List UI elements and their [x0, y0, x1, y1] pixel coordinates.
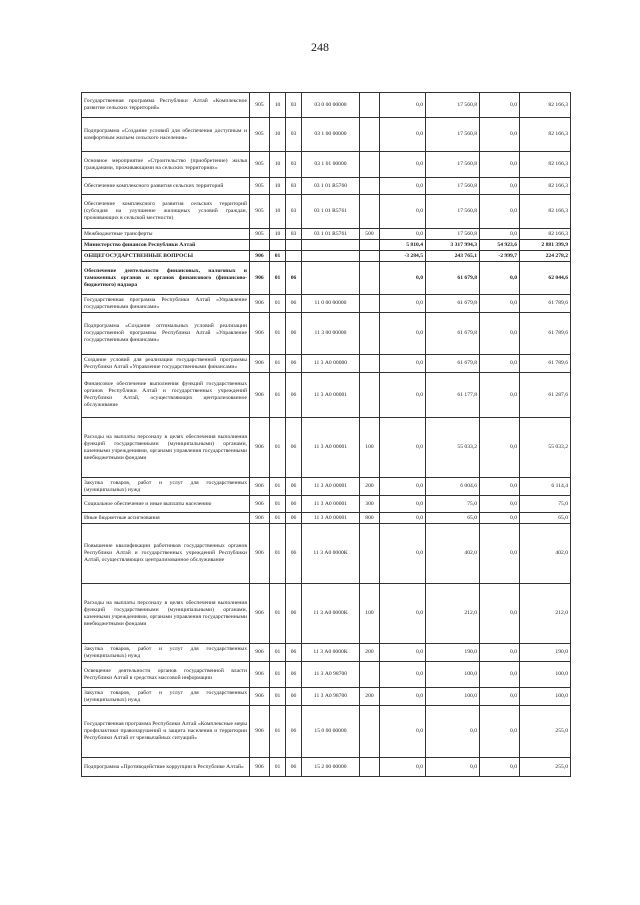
cell-amount-4: 6 114,4: [520, 478, 571, 496]
cell-amount-4: 190,0: [520, 644, 571, 662]
cell-amount-1: 0,0: [380, 706, 426, 758]
table-body: [82, 93, 571, 777]
cell-subsection: 03: [286, 118, 302, 152]
cell-section: 01: [270, 758, 286, 777]
cell-subsection: 06: [286, 706, 302, 758]
cell-expense-type: [360, 295, 380, 313]
cell-amount-3: 0,0: [480, 644, 520, 662]
cell-subsection: 06: [286, 644, 302, 662]
budget-table: [81, 92, 571, 777]
cell-section: 01: [270, 478, 286, 496]
cell-subsection: 03: [286, 229, 302, 240]
cell-target-article: 15 0 00 00000: [302, 706, 360, 758]
table-row: [82, 251, 571, 262]
cell-amount-3: 0,0: [480, 295, 520, 313]
cell-target-article: 03 0 00 00000: [302, 93, 360, 118]
cell-target-article: 11 0 00 00000: [302, 295, 360, 313]
cell-expense-type: 200: [360, 478, 380, 496]
cell-amount-3: 0,0: [480, 418, 520, 478]
cell-section: 10: [270, 195, 286, 229]
cell-amount-3: 0,0: [480, 93, 520, 118]
cell-expense-type: 200: [360, 644, 380, 662]
row-name: Освещение деятельности органов государственной власти Республики Алтай в средствах массовой информации: [82, 662, 250, 688]
cell-amount-3: 0,0: [480, 262, 520, 295]
cell-section: [270, 240, 286, 251]
row-name: Обеспечение комплексного развития сельских территорий: [82, 178, 250, 195]
cell-admin-code: 906: [250, 662, 270, 688]
cell-expense-type: [360, 262, 380, 295]
cell-amount-1: 0,0: [380, 262, 426, 295]
cell-target-article: 03 1 00 00000: [302, 118, 360, 152]
cell-section: 10: [270, 93, 286, 118]
cell-amount-1: -3 284,5: [380, 251, 426, 262]
row-name: Государственная программа Республики Алтай «Комплексные меры профилактики правонарушений и защита населения и территории Республики Алтай от чрезвычайных ситуаций»: [82, 706, 250, 758]
cell-target-article: 11 3 А0 98700: [302, 688, 360, 706]
row-name: Межбюджетные трансферты: [82, 229, 250, 240]
cell-target-article: [302, 240, 360, 251]
cell-amount-4: 2 881 399,9: [520, 240, 571, 251]
cell-section: 01: [270, 418, 286, 478]
cell-section: 01: [270, 644, 286, 662]
cell-subsection: 06: [286, 758, 302, 777]
cell-amount-2: 243 765,1: [426, 251, 480, 262]
cell-section: 10: [270, 178, 286, 195]
cell-expense-type: [360, 152, 380, 178]
row-name: Обеспечение комплексного развития сельских территорий (субсидия на улучшение жилищных условий граждан, проживающих в сельской местности): [82, 195, 250, 229]
cell-target-article: [302, 262, 360, 295]
table-row: [82, 313, 571, 355]
cell-subsection: 03: [286, 195, 302, 229]
cell-section: 01: [270, 313, 286, 355]
cell-subsection: 03: [286, 178, 302, 195]
cell-section: 10: [270, 229, 286, 240]
cell-section: 01: [270, 355, 286, 373]
cell-target-article: 11 3 А0 0000К: [302, 584, 360, 644]
cell-section: 01: [270, 295, 286, 313]
cell-subsection: 06: [286, 355, 302, 373]
row-name: Закупка товаров, работ и услуг для государственных (муниципальных) нужд: [82, 478, 250, 496]
row-name: Закупка товаров, работ и услуг для государственных (муниципальных) нужд: [82, 644, 250, 662]
cell-admin-code: 906: [250, 584, 270, 644]
cell-target-article: 11 3 А0 00000: [302, 355, 360, 373]
row-name: Создание условий для реализации государственной программы Республики Алтай «Управление государственными финансами»: [82, 355, 250, 373]
table-row: [82, 229, 571, 240]
table-row: [82, 373, 571, 418]
cell-target-article: 11 3 А0 00001: [302, 418, 360, 478]
table-row: [82, 706, 571, 758]
cell-amount-2: 61 679,8: [426, 355, 480, 373]
cell-amount-3: 54 923,6: [480, 240, 520, 251]
table-row: [82, 118, 571, 152]
cell-subsection: 06: [286, 496, 302, 513]
cell-subsection: 03: [286, 152, 302, 178]
cell-admin-code: 906: [250, 418, 270, 478]
cell-expense-type: [360, 662, 380, 688]
table-row: [82, 478, 571, 496]
row-name: Закупка товаров, работ и услуг для государственных (муниципальных) нужд: [82, 688, 250, 706]
cell-amount-4: 82 166,3: [520, 118, 571, 152]
cell-amount-2: 100,0: [426, 688, 480, 706]
cell-amount-2: 17 560,8: [426, 152, 480, 178]
cell-target-article: 11 3 А0 00001: [302, 478, 360, 496]
cell-admin-code: 906: [250, 355, 270, 373]
cell-section: 01: [270, 262, 286, 295]
cell-expense-type: 100: [360, 584, 380, 644]
table-row: [82, 688, 571, 706]
cell-amount-3: 0,0: [480, 662, 520, 688]
cell-amount-4: 55 033,2: [520, 418, 571, 478]
row-name: Иные бюджетные ассигнования: [82, 513, 250, 524]
cell-admin-code: 906: [250, 513, 270, 524]
cell-target-article: [302, 251, 360, 262]
cell-admin-code: 906: [250, 688, 270, 706]
cell-subsection: [286, 251, 302, 262]
cell-expense-type: 800: [360, 513, 380, 524]
cell-amount-1: 5 810,4: [380, 240, 426, 251]
cell-amount-2: 6 004,6: [426, 478, 480, 496]
table-row: [82, 584, 571, 644]
cell-section: 01: [270, 373, 286, 418]
cell-admin-code: 905: [250, 118, 270, 152]
cell-amount-2: 61 679,8: [426, 295, 480, 313]
cell-target-article: 11 3 А0 0000К: [302, 524, 360, 584]
table-row: [82, 262, 571, 295]
cell-amount-1: 0,0: [380, 295, 426, 313]
table-row: [82, 524, 571, 584]
cell-section: 01: [270, 706, 286, 758]
cell-amount-4: 61 287,6: [520, 373, 571, 418]
cell-amount-1: 0,0: [380, 313, 426, 355]
table-row: [82, 240, 571, 251]
cell-amount-1: 0,0: [380, 229, 426, 240]
row-name: ОБЩЕГОСУДАРСТВЕННЫЕ ВОПРОСЫ: [82, 251, 250, 262]
row-name: Расходы на выплаты персоналу в целях обеспечения выполнения функций государственными (муниципальными) органами, казенными учреждениями, органами управления государственными внебюджетными фондами: [82, 418, 250, 478]
cell-subsection: 06: [286, 262, 302, 295]
cell-expense-type: [360, 758, 380, 777]
cell-amount-1: 0,0: [380, 513, 426, 524]
cell-amount-3: 0,0: [480, 478, 520, 496]
cell-amount-2: 75,0: [426, 496, 480, 513]
cell-amount-3: 0,0: [480, 355, 520, 373]
cell-amount-1: 0,0: [380, 355, 426, 373]
cell-section: 01: [270, 496, 286, 513]
cell-amount-4: 82 166,3: [520, 229, 571, 240]
cell-admin-code: 906: [250, 644, 270, 662]
cell-expense-type: 200: [360, 688, 380, 706]
cell-target-article: 11 3 А0 0000К: [302, 644, 360, 662]
cell-amount-3: 0,0: [480, 118, 520, 152]
cell-amount-3: 0,0: [480, 688, 520, 706]
cell-amount-2: 100,0: [426, 662, 480, 688]
cell-target-article: 03 1 01 R5761: [302, 195, 360, 229]
cell-admin-code: 906: [250, 524, 270, 584]
cell-amount-1: 0,0: [380, 418, 426, 478]
cell-amount-4: 65,0: [520, 513, 571, 524]
cell-target-article: 03 1 01 R5761: [302, 229, 360, 240]
cell-amount-1: 0,0: [380, 496, 426, 513]
row-name: Подпрограмма «Противодействие коррупции в Республике Алтай»: [82, 758, 250, 777]
cell-amount-3: 0,0: [480, 496, 520, 513]
cell-amount-4: 61 789,6: [520, 295, 571, 313]
cell-expense-type: 100: [360, 418, 380, 478]
cell-amount-2: 0,0: [426, 758, 480, 777]
cell-subsection: 06: [286, 688, 302, 706]
cell-amount-3: 0,0: [480, 152, 520, 178]
cell-amount-1: 0,0: [380, 195, 426, 229]
cell-subsection: 06: [286, 662, 302, 688]
row-name: Государственная программа Республики Алтай «Управление государственными финансами»: [82, 295, 250, 313]
row-name: Обеспечение деятельности финансовых, налоговых и таможенных органов и органов финансового (финансово-бюджетного) надзора: [82, 262, 250, 295]
cell-expense-type: [360, 251, 380, 262]
row-name: Расходы на выплаты персоналу в целях обеспечения выполнения функций государственными (муниципальными) органами, казенными учреждениями, органами управления государственными внебюджетными фондами: [82, 584, 250, 644]
cell-admin-code: 906: [250, 295, 270, 313]
cell-expense-type: [360, 373, 380, 418]
cell-section: 01: [270, 584, 286, 644]
table-row: [82, 513, 571, 524]
table-row: [82, 758, 571, 777]
cell-amount-1: 0,0: [380, 524, 426, 584]
cell-amount-2: 65,0: [426, 513, 480, 524]
cell-admin-code: 905: [250, 152, 270, 178]
cell-amount-3: 0,0: [480, 178, 520, 195]
cell-expense-type: [360, 240, 380, 251]
cell-amount-2: 3 317 994,3: [426, 240, 480, 251]
row-name: Основное мероприятие «Строительство (приобретение) жилья гражданами, проживающими на сельских территориях»: [82, 152, 250, 178]
cell-subsection: 06: [286, 373, 302, 418]
cell-amount-4: 100,0: [520, 688, 571, 706]
cell-target-article: 03 1 01 R5760: [302, 178, 360, 195]
cell-subsection: [286, 240, 302, 251]
cell-amount-2: 0,0: [426, 706, 480, 758]
cell-admin-code: 906: [250, 373, 270, 418]
table-row: [82, 195, 571, 229]
cell-amount-2: 61 679,8: [426, 262, 480, 295]
cell-amount-3: 0,0: [480, 313, 520, 355]
cell-amount-4: 100,0: [520, 662, 571, 688]
cell-section: 01: [270, 251, 286, 262]
cell-amount-1: 0,0: [380, 118, 426, 152]
cell-section: 01: [270, 688, 286, 706]
cell-amount-3: 0,0: [480, 524, 520, 584]
cell-expense-type: 500: [360, 229, 380, 240]
cell-subsection: 06: [286, 478, 302, 496]
cell-amount-3: 0,0: [480, 195, 520, 229]
cell-admin-code: 906: [250, 496, 270, 513]
cell-amount-4: 82 166,3: [520, 152, 571, 178]
cell-amount-4: 82 166,3: [520, 93, 571, 118]
cell-target-article: 11 3 А0 98700: [302, 662, 360, 688]
cell-amount-2: 55 033,2: [426, 418, 480, 478]
cell-expense-type: 300: [360, 496, 380, 513]
cell-amount-4: 62 044,6: [520, 262, 571, 295]
cell-amount-1: 0,0: [380, 688, 426, 706]
row-name: Государственная программа Республики Алтай «Комплексное развитие сельских территорий»: [82, 93, 250, 118]
cell-amount-2: 61 679,8: [426, 313, 480, 355]
cell-amount-2: 17 560,8: [426, 229, 480, 240]
cell-admin-code: 906: [250, 313, 270, 355]
cell-section: 10: [270, 152, 286, 178]
cell-section: 01: [270, 662, 286, 688]
cell-section: 10: [270, 118, 286, 152]
row-name: Социальное обеспечение и иные выплаты населению: [82, 496, 250, 513]
cell-target-article: 11 3 00 00000: [302, 313, 360, 355]
cell-subsection: 03: [286, 93, 302, 118]
cell-admin-code: 905: [250, 178, 270, 195]
cell-amount-4: 402,0: [520, 524, 571, 584]
cell-amount-4: 82 166,3: [520, 195, 571, 229]
cell-target-article: 11 3 А0 00001: [302, 513, 360, 524]
cell-section: 01: [270, 524, 286, 584]
cell-expense-type: [360, 524, 380, 584]
cell-amount-1: 0,0: [380, 644, 426, 662]
cell-amount-3: 0,0: [480, 584, 520, 644]
cell-amount-4: 75,0: [520, 496, 571, 513]
cell-subsection: 06: [286, 584, 302, 644]
cell-admin-code: 906: [250, 251, 270, 262]
cell-target-article: 11 3 А0 00001: [302, 496, 360, 513]
cell-subsection: 06: [286, 524, 302, 584]
cell-admin-code: 905: [250, 229, 270, 240]
table-row: [82, 93, 571, 118]
cell-amount-3: 0,0: [480, 706, 520, 758]
page-number: 248: [311, 40, 329, 54]
row-name: Подпрограмма «Создание условий для обеспечения доступным и комфортным жильем сельского населения»: [82, 118, 250, 152]
cell-admin-code: 906: [250, 758, 270, 777]
table-row: [82, 152, 571, 178]
cell-amount-3: 0,0: [480, 513, 520, 524]
cell-amount-4: 255,0: [520, 706, 571, 758]
cell-amount-2: 402,0: [426, 524, 480, 584]
cell-subsection: 06: [286, 418, 302, 478]
cell-admin-code: 906: [250, 262, 270, 295]
cell-amount-2: 61 177,8: [426, 373, 480, 418]
row-name: Министерство финансов Республики Алтай: [82, 240, 250, 251]
cell-amount-1: 0,0: [380, 152, 426, 178]
table-row: [82, 644, 571, 662]
cell-target-article: 15 2 00 00000: [302, 758, 360, 777]
cell-amount-2: 17 560,8: [426, 93, 480, 118]
cell-amount-2: 212,0: [426, 584, 480, 644]
cell-amount-1: 0,0: [380, 93, 426, 118]
table-row: [82, 496, 571, 513]
cell-amount-1: 0,0: [380, 373, 426, 418]
cell-amount-1: 0,0: [380, 758, 426, 777]
cell-expense-type: [360, 706, 380, 758]
cell-subsection: 06: [286, 313, 302, 355]
cell-amount-4: 255,0: [520, 758, 571, 777]
cell-subsection: 06: [286, 295, 302, 313]
cell-target-article: 11 3 А0 00001: [302, 373, 360, 418]
cell-expense-type: [360, 93, 380, 118]
cell-amount-3: 0,0: [480, 758, 520, 777]
cell-amount-1: 0,0: [380, 662, 426, 688]
cell-admin-code: 905: [250, 195, 270, 229]
cell-amount-4: 61 789,6: [520, 313, 571, 355]
cell-admin-code: [250, 240, 270, 251]
cell-amount-2: 17 560,8: [426, 195, 480, 229]
cell-expense-type: [360, 355, 380, 373]
cell-amount-1: 0,0: [380, 178, 426, 195]
cell-amount-1: 0,0: [380, 584, 426, 644]
cell-amount-1: 0,0: [380, 478, 426, 496]
cell-subsection: 06: [286, 513, 302, 524]
table-row: [82, 355, 571, 373]
row-name: Повышение квалификации работников государственных органов Республики Алтай и государственных учреждений Республики Алтай, осуществляющих централизованное обслуживание: [82, 524, 250, 584]
cell-admin-code: 906: [250, 706, 270, 758]
cell-amount-2: 17 560,8: [426, 178, 480, 195]
cell-admin-code: 906: [250, 478, 270, 496]
row-name: Подпрограмма «Создание оптимальных условий реализации государственной программы Республики Алтай «Управление государственными финансами»: [82, 313, 250, 355]
cell-expense-type: [360, 178, 380, 195]
cell-expense-type: [360, 118, 380, 152]
table-row: [82, 178, 571, 195]
cell-section: 01: [270, 513, 286, 524]
cell-amount-4: 224 278,2: [520, 251, 571, 262]
cell-amount-2: 190,0: [426, 644, 480, 662]
cell-expense-type: [360, 195, 380, 229]
row-name: Финансовое обеспечение выполнения функций государственных органов Республики Алтай и государственных учреждений Республики Алтай, осуществляющих централизованное обслуживание: [82, 373, 250, 418]
cell-admin-code: 905: [250, 93, 270, 118]
cell-amount-4: 61 789,6: [520, 355, 571, 373]
cell-amount-2: 17 560,8: [426, 118, 480, 152]
cell-amount-3: 0,0: [480, 229, 520, 240]
cell-amount-4: 82 166,3: [520, 178, 571, 195]
table-row: [82, 418, 571, 478]
cell-amount-4: 212,0: [520, 584, 571, 644]
cell-expense-type: [360, 313, 380, 355]
table-row: [82, 295, 571, 313]
cell-target-article: 03 1 01 00000: [302, 152, 360, 178]
cell-amount-3: 0,0: [480, 373, 520, 418]
cell-amount-3: -2 999,7: [480, 251, 520, 262]
table-row: [82, 662, 571, 688]
